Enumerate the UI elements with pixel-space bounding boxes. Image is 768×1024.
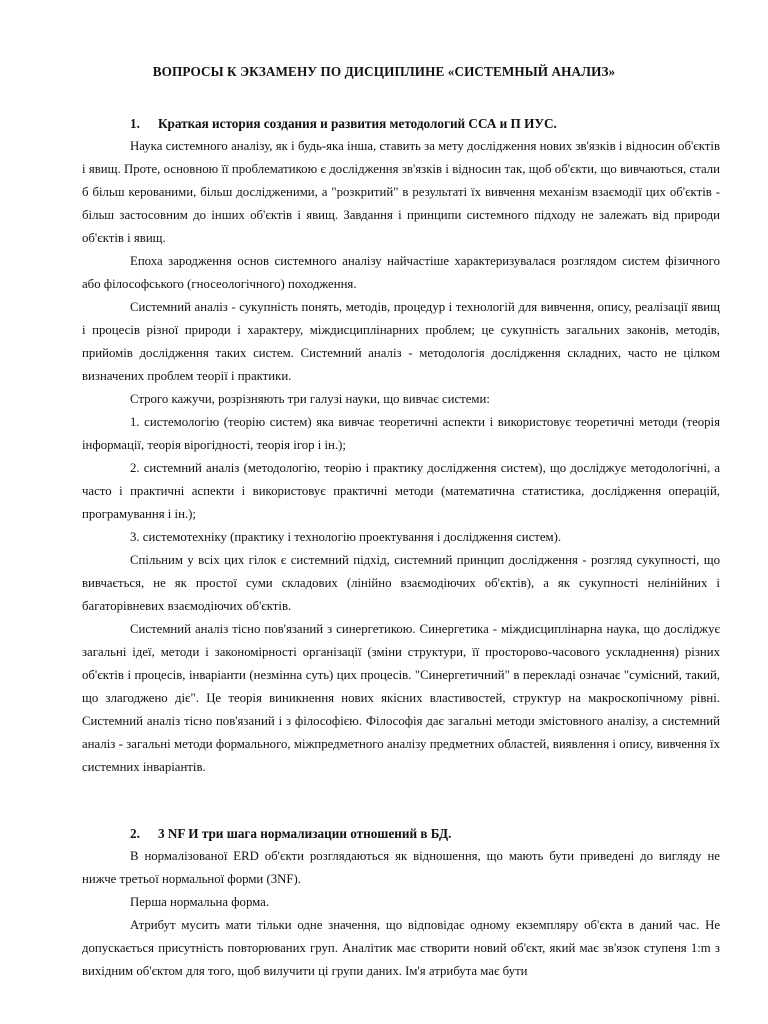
list-item: 2. системний аналіз (методологію, теорію і практику дослідження систем), що досліджує методологічні, а часто і практичні аспекти і використовує практичні методи (математична статистика, дослідження операцій, програмування і ін.); xyxy=(82,461,720,521)
list-item: 3. системотехніку (практику і технологію проектування і дослідження систем). xyxy=(130,530,562,544)
document-body xyxy=(82,112,720,983)
paragraph: Системний аналіз - сукупність понять, методів, процедур і технологій для вивчення, опису, реалізації явищ і процесів різної природи і характеру, міждисциплінарних проблем; це сукупність загальних законів, методів, прийомів дослідження таких систем. Системний аналіз - методологія дослідження складних, часто не цілком визначених проблем теорії і практики. xyxy=(82,300,720,383)
section-title: 3 NF И три шага нормализации отношений в БД. xyxy=(158,826,452,841)
paragraph: В нормалізованої ERD об'єкти розглядаються як відношення, що мають бути приведені до вигляду не нижче третьої нормальної форми (3NF). xyxy=(82,849,720,886)
paragraph: Системний аналіз тісно пов'язаний з синергетикою. Синергетика - міждисциплінарна наука, що досліджує загальні ідеї, методи і закономірності організації (зміни структури, її просторово-часового ускладнення) різних об'єктів і процесів, інваріанти (незмінна суть) цих процесів. "Синергетичний" в перекладі означає "сумісний, такий, що злагоджено діє". Це теорія виникнення нових якісних властивостей, структур на макроскопічному рівні. Системний аналіз тісно пов'язаний і з філософією. Філософія дає загальні методи змістовного аналізу, а системний аналіз - загальні методи формального, міжпредметного аналізу предметних областей, виявлення і опису, вивчення їх системних інваріантів. xyxy=(82,622,720,774)
paragraph: Атрибут мусить мати тільки одне значення, що відповідає одному екземпляру об'єкта в даний час. Не допускається присутність повторюваних груп. Аналітик має створити новий об'єкт, який має зв'язок ступеня 1:m з вихідним об'єктом для того, щоб вилучити ці групи даних. Ім'я атрибута має бути xyxy=(82,918,720,978)
section-number: 1. xyxy=(130,116,140,131)
paragraph: Перша нормальна форма. xyxy=(130,895,270,909)
document-title: ВОПРОСЫ К ЭКЗАМЕНУ ПО ДИСЦИПЛИНЕ «СИСТЕМНЫЙ АНАЛИЗ» xyxy=(152,64,616,79)
list-item: 1. системологію (теорію систем) яка вивчає теоретичні аспекти і використовує теоретичні методи (теорія інформації, теорія вірогідності, теорія ігор і ін.); xyxy=(82,415,720,452)
paragraph: Наука системного аналізу, як і будь-яка інша, ставить за мету дослідження нових зв'язків і відносин об'єктів і явищ. Проте, основною її проблематикою є дослідження зв'язків і відносин так, щоб об'єкти, що вивчаються, стали б більш керованими, більш дослідженими, а "розкритий" в результаті їх вивчення механізм взаємодії цих об'єктів - більш застосовним до інших об'єктів і явищ. Завдання і принципи системного підходу не залежать від природи об'єктів і явищ. xyxy=(82,139,720,245)
paragraph: Спільним у всіх цих гілок є системний підхід, системний принцип дослідження - розгляд сукупності, що вивчається, не як простої суми складових (лінійно взаємодіючих об'єктів), а як сукупності нелінійних і багаторівневих взаємодіючих об'єктів. xyxy=(82,553,720,613)
section-heading xyxy=(82,112,720,135)
section-number: 2. xyxy=(130,826,140,841)
section-title: Краткая история создания и развития методологий ССА и П ИУС. xyxy=(158,116,557,131)
section-heading xyxy=(82,822,720,845)
paragraph: Строго кажучи, розрізняють три галузі науки, що вивчає системи: xyxy=(130,392,490,406)
paragraph: Епоха зародження основ системного аналізу найчастіше характеризувалася розглядом систем фізичного або філософського (гносеологічного) походження. xyxy=(82,254,720,291)
section-spacer xyxy=(82,779,720,822)
